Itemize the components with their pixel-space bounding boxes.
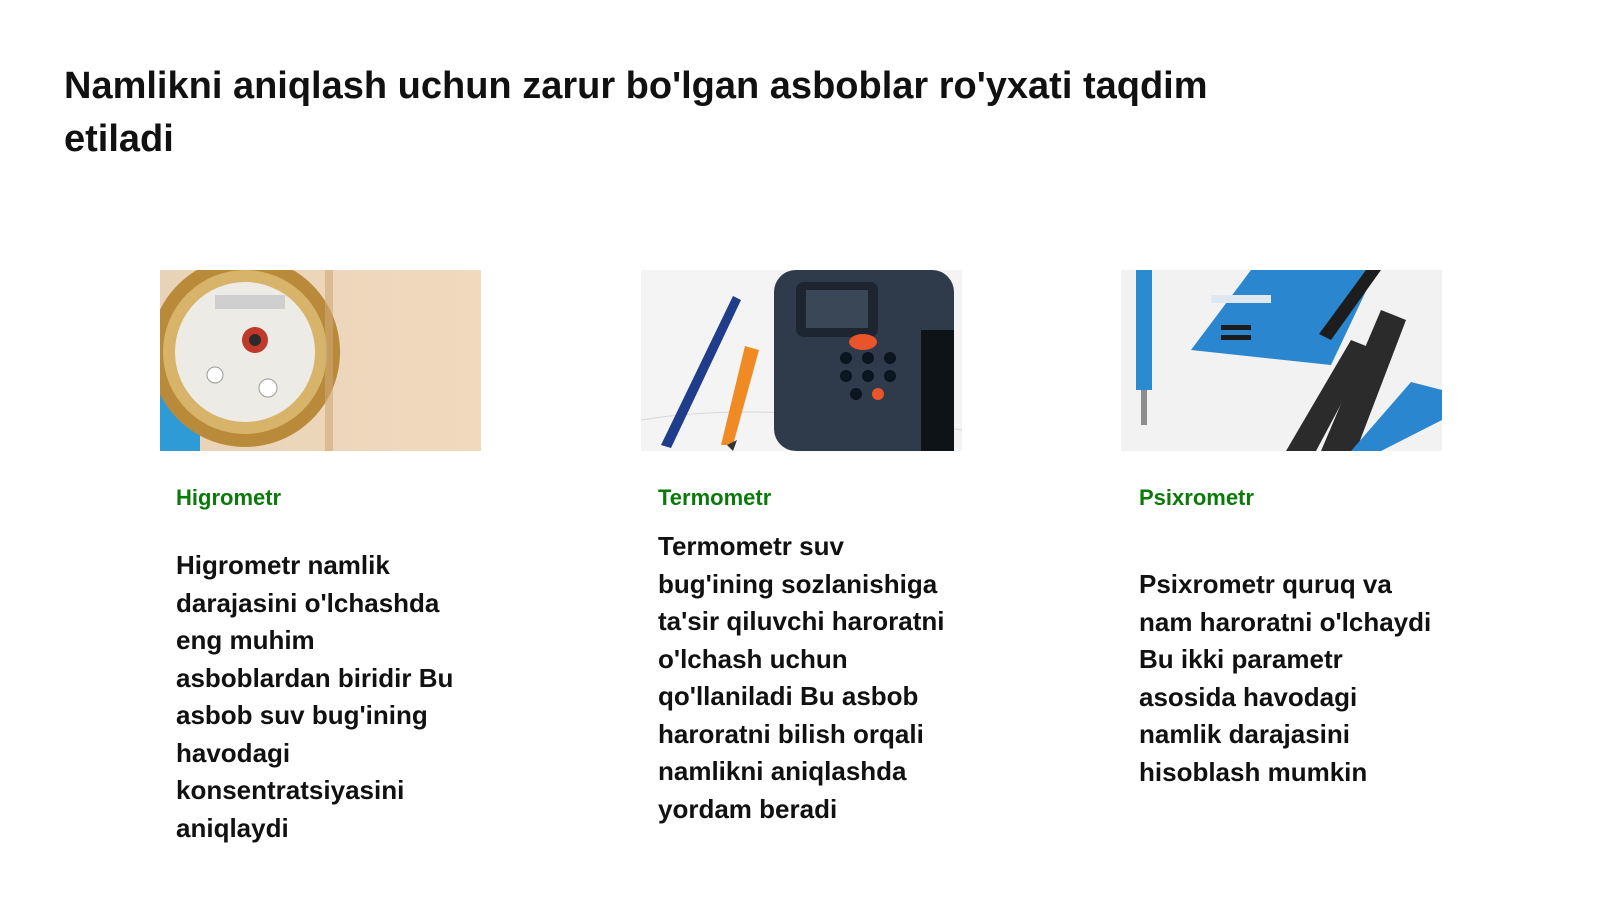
card-label-thermometer: Termometr	[658, 485, 772, 510]
hygrometer-image	[160, 270, 481, 451]
card-description-thermometer: Termometr suv bug'ining sozlanishiga ta'sir qiluvchi haroratni o'lchash uchun qo'llaniladi Bu asbob haroratni bilish orqali namlikni aniqlashda yordam beradi	[658, 531, 945, 824]
thermometer-image	[641, 270, 962, 451]
card-label-hygrometer: Higrometr	[176, 485, 282, 510]
card-description-psychrometer: Psixrometr quruq va nam haroratni o'lchaydi Bu ikki parametr asosida havodagi namlik darajasini hisoblash mumkin	[1139, 569, 1432, 787]
card-label-psychrometer: Psixrometr	[1139, 485, 1254, 510]
slide-title: Namlikni aniqlash uchun zarur bo'lgan asboblar ro'yxati taqdim etiladi	[64, 65, 1208, 160]
psychrometer-image	[1121, 270, 1442, 451]
card-description-hygrometer: Higrometr namlik darajasini o'lchashda eng muhim asboblardan biridir Bu asbob suv bug'ining havodagi konsentratsiyasini aniqlaydi	[176, 550, 454, 843]
